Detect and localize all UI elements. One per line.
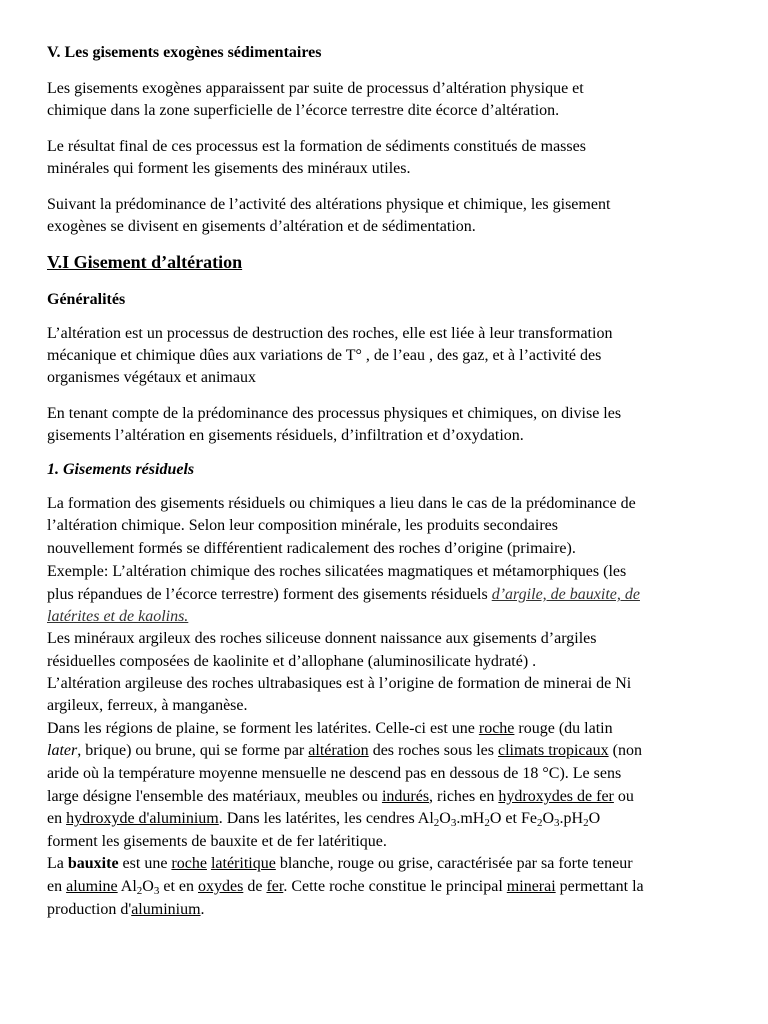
subscript: 3 [153, 885, 160, 897]
link-roche[interactable]: roche [478, 720, 515, 737]
paragraph-line: En tenant compte de la prédominance des processus physiques et chimiques, on divise les [47, 405, 622, 422]
text-run: O et Fe [489, 810, 537, 827]
text-run: de [243, 878, 267, 895]
text-run: . Cette roche constitue le principal [283, 878, 507, 895]
paragraph-line [47, 854, 633, 874]
text-run: La [47, 855, 68, 872]
subscript: 2 [583, 817, 589, 829]
text-run: blanche, rouge ou grise, caractérisée par sa forte teneur [275, 855, 633, 872]
link-lateritique[interactable]: latéritique [210, 855, 276, 872]
paragraph-line [47, 741, 642, 761]
paragraph-line: chimique dans la zone superficielle de l’écorce terrestre dite écorce d’altération. [47, 102, 560, 119]
paragraph-line [47, 719, 613, 739]
bold-bauxite: bauxite [67, 855, 119, 872]
paragraph-line: organismes végétaux et animaux [47, 369, 256, 386]
paragraph-line: gisements l’altération en gisements résiduels, d’infiltration et d’oxydation. [47, 427, 524, 444]
link-fer[interactable]: fer [266, 878, 284, 895]
paragraph-line: Le résultat final de ces processus est la formation de sédiments constitués de masses [47, 138, 586, 155]
paragraph-line: minérales qui forment les gisements des minéraux utiles. [47, 160, 411, 177]
paragraph-line: Les gisements exogènes apparaissent par suite de processus d’altération physique et [47, 80, 584, 97]
subscript: 2 [136, 885, 143, 897]
text-run: et en [159, 878, 198, 895]
subscript: 2 [536, 817, 543, 829]
paragraph-line: nouvellement formés se différentient radicalement des roches d’origine (primaire). [47, 540, 576, 557]
paragraph-line [47, 607, 188, 627]
paragraph-line [47, 585, 640, 605]
text-run: ou [613, 788, 634, 805]
text-run: est une [118, 855, 172, 872]
paragraph-line: La formation des gisements résiduels ou chimiques a lieu dans le cas de la prédominance de [47, 495, 636, 512]
section-vi-title: V.I Gisement d’altération [47, 252, 243, 272]
link-oxydes[interactable]: oxydes [198, 878, 244, 895]
paragraph-line [47, 900, 205, 920]
section-v-title: V. Les gisements exogènes sédimentaires [47, 44, 322, 61]
link-argile-bauxite[interactable]: d’argile, de bauxite, de [491, 586, 640, 603]
paragraph-line: Les minéraux argileux des roches siliceuse donnent naissance aux gisements d’argiles [47, 630, 597, 647]
paragraph-line: Suivant la prédominance de l’activité des altérations physique et chimique, les gisement [47, 196, 611, 213]
text-run: (non [608, 742, 642, 759]
text-run: O [439, 810, 451, 827]
text-run: permettant la [555, 878, 644, 895]
text-run: en [47, 878, 67, 895]
text-run: des roches sous les [368, 742, 498, 759]
text-run: , brique) ou brune, qui se forme par [77, 742, 309, 759]
generalites-heading: Généralités [47, 291, 126, 308]
text-run: en [47, 810, 67, 827]
subscript: 3 [554, 817, 560, 829]
text-run: , riches en [429, 788, 499, 805]
text-run: plus répandues de l’écorce terrestre) forment des gisements résiduels [47, 586, 492, 603]
link-climats-tropicaux[interactable]: climats tropicaux [498, 742, 609, 759]
text-run: . Dans les latérites, les cendres Al [218, 810, 434, 827]
paragraph-line: mécanique et chimique dûes aux variations de T° , de l’eau , des gaz, et à l’activité des [47, 347, 602, 364]
paragraph-line: aride où la température moyenne mensuelle ne descend pas en dessous de 18 °C). Le sens [47, 765, 622, 782]
paragraph-line: argileux, ferreux, à manganèse. [47, 697, 248, 714]
link-indures[interactable]: indurés [381, 788, 430, 805]
paragraph-line: L’altération est un processus de destruction des roches, elle est liée à leur transformation [47, 325, 613, 342]
text-run: O [142, 878, 154, 895]
text-run: O [542, 810, 555, 827]
paragraph-line: L’altération argileuse des roches ultrabasiques est à l’origine de formation de minerai de Ni [47, 675, 632, 692]
text-run: .mH [456, 810, 485, 827]
link-hydroxydes-de-fer[interactable]: hydroxydes de fer [498, 788, 614, 805]
paragraph-line [47, 809, 600, 829]
link-roche[interactable]: roche [171, 855, 207, 872]
link-alteration[interactable]: altération [308, 742, 369, 759]
link-alumine[interactable]: alumine [66, 878, 118, 895]
text-run: .pH [559, 810, 584, 827]
text-run: Al [117, 878, 137, 895]
text-run-italic: later [47, 742, 78, 759]
paragraph-line: l’altération chimique. Selon leur composition minérale, les produits secondaires [47, 517, 558, 534]
subscript: 2 [433, 817, 440, 829]
paragraph-line [47, 877, 644, 897]
text-run: O [588, 810, 601, 827]
subscript: 2 [484, 817, 490, 829]
paragraph-line: Exemple: L’altération chimique des roches silicatées magmatiques et métamorphiques (les [47, 563, 627, 580]
paragraph-line: exogènes se divisent en gisements d’altération et de sédimentation. [47, 218, 476, 235]
subscript: 3 [450, 817, 457, 829]
text-run: . [200, 901, 205, 918]
text-run: production d' [47, 901, 132, 918]
paragraph-line: forment les gisements de bauxite et de fer latéritique. [47, 833, 387, 850]
paragraph-line [47, 787, 634, 807]
text-run: large désigne l'ensemble des matériaux, meubles ou [47, 788, 382, 805]
paragraph-line: résiduelles composées de kaolinite et d’allophane (aluminosilicate hydraté) . [47, 653, 537, 670]
link-hydroxyde-aluminium[interactable]: hydroxyde d'aluminium [66, 810, 219, 827]
link-aluminium[interactable]: aluminium [131, 901, 201, 918]
text-run: Dans les régions de plaine, se forment les latérites. Celle-ci est une [47, 720, 479, 737]
link-minerai[interactable]: minerai [506, 878, 556, 895]
link-laterites-kaolins[interactable]: latérites et de kaolins. [47, 608, 189, 625]
residuels-heading: 1. Gisements résiduels [47, 461, 195, 478]
text-run: rouge (du latin [514, 720, 613, 737]
